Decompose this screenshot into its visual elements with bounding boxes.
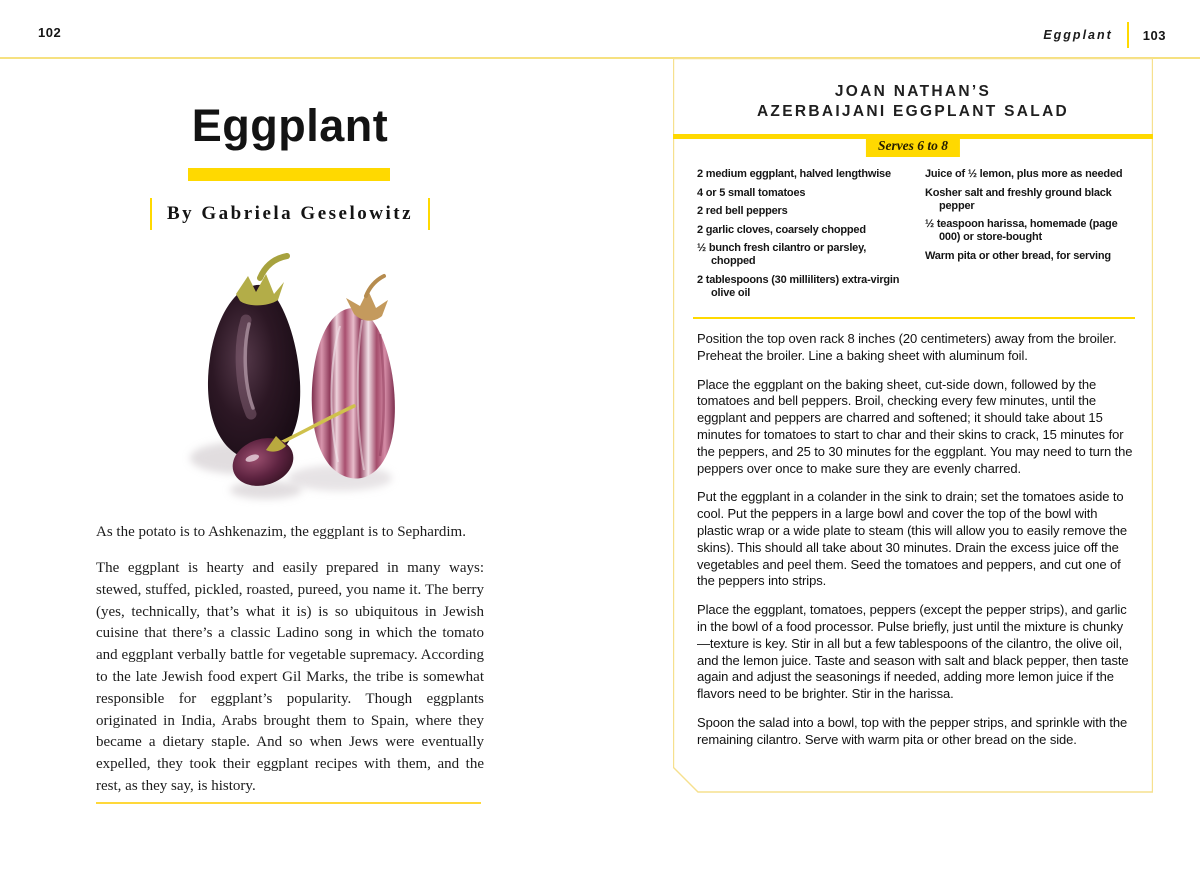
footer-rule <box>96 802 481 804</box>
essay-title: Eggplant <box>191 100 389 151</box>
ingredient-item: 2 garlic cloves, coarsely chopped <box>697 223 866 236</box>
recipe-step: Spoon the salad into a bowl, top with the pepper strips, and sprinkle with the remaining cilantro. Serve with warm pita or other bread on the side. <box>697 714 1128 747</box>
ingredient-item: 2 medium eggplant, halved lengthwise <box>697 168 891 180</box>
recipe-steps <box>697 331 1134 761</box>
recipe-title <box>673 82 1153 122</box>
ingredient-item: Juice of ½ lemon, plus more as needed <box>925 168 1123 180</box>
title-underline-bar <box>188 168 390 181</box>
running-head: Eggplant <box>1043 28 1113 42</box>
running-header <box>1043 22 1166 48</box>
ingredient-item: 2 tablespoons (30 milliliters) extra-virgin olive oil <box>697 273 900 299</box>
byline <box>60 198 520 230</box>
recipe-title-line1: JOAN NATHAN’S <box>834 83 992 100</box>
left-folio: 102 <box>38 25 62 40</box>
recipe-step: Position the top oven rack 8 inches (20 centimeters) away from the broiler. Preheat the broiler. Line a baking sheet with aluminum foil. <box>697 331 1117 363</box>
eggplants-photo <box>148 248 433 510</box>
ingredient-item: Kosher salt and freshly ground black pepper <box>925 186 1112 212</box>
byline-bar-left <box>150 198 152 230</box>
essay-paragraph: The eggplant is hearty and easily prepared in many ways: stewed, stuffed, pickled, roasted, pureed, you name it. The berry (yes, technically, that’s what it is) is so ubiquitous in Jewish cuisine that there’s a classic Ladino song in which the tomato and eggplant verbally battle for vegetable supremacy. According to the late Jewish food expert Gil Marks, the tribe is somewhat responsible for eggplant’s popularity. Though eggplants originated in India, Arabs brought them to Spain, where they became a dietary staple. And so when Jews were eventually expelled, they took their eggplant recipes with them, and the rest, as they say, is history. <box>96 560 484 794</box>
essay-lede: As the potato is to Ashkenazim, the eggplant is to Sephardim. <box>96 524 466 540</box>
eggplants-illustration <box>148 248 433 510</box>
ingredient-item: Warm pita or other bread, for serving <box>925 249 1111 262</box>
header-divider-bar <box>1127 22 1129 48</box>
byline-text: By Gabriela Geselowitz <box>166 203 414 224</box>
recipe-card <box>673 58 1153 793</box>
ingredient-item: ½ bunch fresh cilantro or parsley, chopped <box>697 242 867 267</box>
ingredient-column-2 <box>925 168 1137 305</box>
ingredient-item: 4 or 5 small tomatoes <box>697 186 806 199</box>
ingredient-item: 2 red bell peppers <box>697 205 788 217</box>
recipe-title-line2: AZERBAIJANI EGGPLANT SALAD <box>756 103 1070 120</box>
ingredient-item: ½ teaspoon harissa, homemade (page 000) or store-bought <box>925 218 1118 243</box>
right-folio: 103 <box>1142 27 1166 43</box>
ingredients-list <box>697 168 1137 305</box>
serves-badge: Serves 6 to 8 <box>866 136 960 157</box>
recipe-step: Put the eggplant in a colander in the sink to drain; set the tomatoes aside to cool. Put the peppers in a large bowl and cover the top of the bowl with plastic wrap or a wide plate to steam (this will allow you to easily remove the skins). This should all take about 30 minutes. Drain the excess juice off the vegetables and peel them. Seed the tomatoes and peppers, and cut one of the peppers into strips. <box>697 489 1127 589</box>
ingredients-divider <box>693 317 1135 319</box>
recipe-step: Place the eggplant on the baking sheet, cut-side down, followed by the tomatoes and bell peppers. Broil, checking every few minutes, until the eggplant and peppers are charred and softened; it should take about 15 minutes for tomatoes to start to char and their skins to crack, 15 minutes for the peppers, and 25 to 30 minutes for the eggplant. You may need to turn the peppers over once to make sure they are evenly charred. <box>697 376 1133 476</box>
recipe-step: Place the eggplant, tomatoes, peppers (except the pepper strips), and garlic in the bowl of a food processor. Pulse briefly, just until the mixture is chunky—texture is key. Stir in all but a few tablespoons of the cilantro, the olive oil, and the lemon juice. Taste and season with salt and black pepper, then taste again and adjust the seasonings if needed, adding more lemon juice if the flavors need to be brighter. Stir in the harissa. <box>697 602 1129 702</box>
ingredient-column-1 <box>697 168 919 305</box>
byline-bar-right <box>428 198 430 230</box>
